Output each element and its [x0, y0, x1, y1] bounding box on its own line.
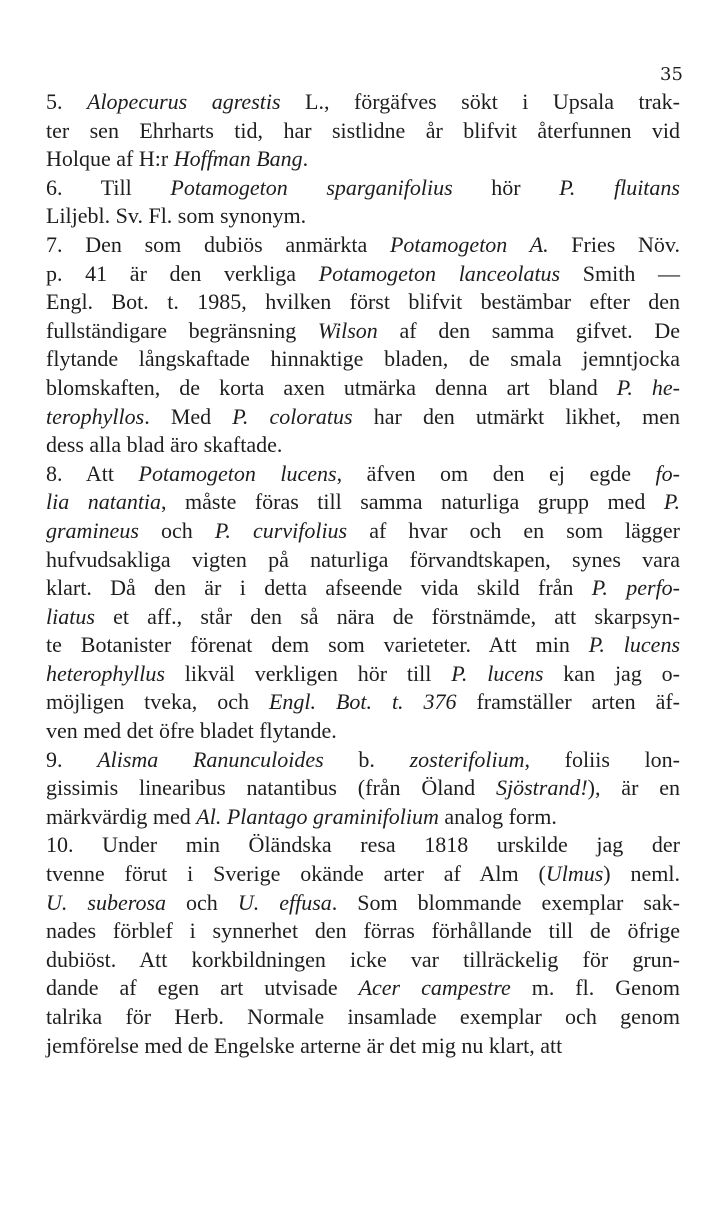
text-line: märkvärdig med Al. Plantago graminifolium analog form. — [46, 803, 557, 829]
text-line: dubiöst. Att korkbildningen icke var tillräckelig för grun- — [46, 946, 680, 972]
text-line: 5. Alopecurus agrestis L., förgäfves sökt i Upsala trak- — [46, 89, 681, 114]
text-line: Holque af H:r Hoffman Bang. — [46, 146, 309, 172]
paragraph — [46, 88, 680, 174]
text-line: heterophyllus likväl verkligen hör till P. lucens kan jag o- — [46, 660, 681, 686]
paragraph — [46, 460, 680, 746]
text-line: blomskaften, de korta axen utmärka denna art bland P. he- — [46, 374, 680, 400]
text-line: jemförelse med de Engelske arterne är det mig nu klart, att — [46, 1032, 563, 1058]
text-line: fullständigare begränsning Wilson af den samma gifvet. De — [46, 317, 680, 343]
paragraph — [46, 231, 680, 460]
text-line: lia natantia, måste föras till samma naturliga grupp med P. — [46, 489, 680, 515]
text-line: dess alla blad äro skaftade. — [46, 432, 283, 458]
text-line: Liljebl. Sv. Fl. som synonym. — [46, 203, 307, 229]
text-line: U. suberosa och U. effusa. Som blommande exemplar sak- — [46, 889, 680, 915]
text-line: 10. Under min Öländska resa 1818 urskilde jag der — [46, 832, 680, 858]
text-line: ter sen Ehrharts tid, har sistlidne år blifvit återfunnen vid — [46, 117, 680, 143]
page-number: 35 — [660, 64, 683, 85]
text-line: talrika för Herb. Normale insamlade exemplar och genom — [46, 1004, 680, 1029]
text-line: möjligen tveka, och Engl. Bot. t. 376 framställer arten äf- — [46, 689, 680, 715]
text-line: gramineus och P. curvifolius af hvar och en som lägger — [46, 517, 680, 543]
paragraph — [46, 831, 680, 1060]
text-line: 7. Den som dubiös anmärkta Potamogeton A. Fries Növ. — [46, 231, 680, 257]
paragraph — [46, 174, 680, 231]
text-line: ven med det öfre bladet flytande. — [46, 718, 337, 744]
text-line: dande af egen art utvisade Acer campestre m. fl. Genom — [46, 975, 680, 1001]
text-line: 9. Alisma Ranunculoides b. zosterifolium, foliis lon- — [46, 746, 681, 772]
text-line: tvenne förut i Sverige okände arter af Alm (Ulmus) neml. — [46, 861, 680, 887]
text-line: p. 41 är den verkliga Potamogeton lanceolatus Smith — — [46, 260, 681, 286]
text-line: terophyllos. Med P. coloratus har den utmärkt likhet, men — [46, 403, 680, 429]
paragraph — [46, 746, 680, 832]
text-line: nades förblef i synnerhet den förras förhållande till de öfrige — [46, 918, 680, 944]
text-line: klart. Då den är i detta afseende vida skild från P. perfo- — [46, 575, 681, 601]
text-line: te Botanister förenat dem som varieteter. Att min P. lucens — [46, 632, 681, 658]
text-line: 6. Till Potamogeton sparganifolius hör P. fluitans — [46, 174, 680, 200]
text-line: liatus et aff., står den så nära de förstnämde, att skarpsyn- — [46, 603, 680, 629]
text-line: 8. Att Potamogeton lucens, äfven om den ej egde fo- — [46, 460, 680, 486]
text-line: Engl. Bot. t. 1985, hvilken först blifvit bestämbar efter den — [46, 289, 680, 315]
text-line: hufvudsakliga vigten på naturliga förvandtskapen, synes vara — [46, 546, 680, 572]
text-line: flytande långskaftade hinnaktige bladen, de smala jemntjocka — [46, 346, 680, 372]
body-text — [46, 88, 680, 1060]
text-line: gissimis linearibus natantibus (från Öland Sjöstrand!), är en — [46, 775, 680, 801]
